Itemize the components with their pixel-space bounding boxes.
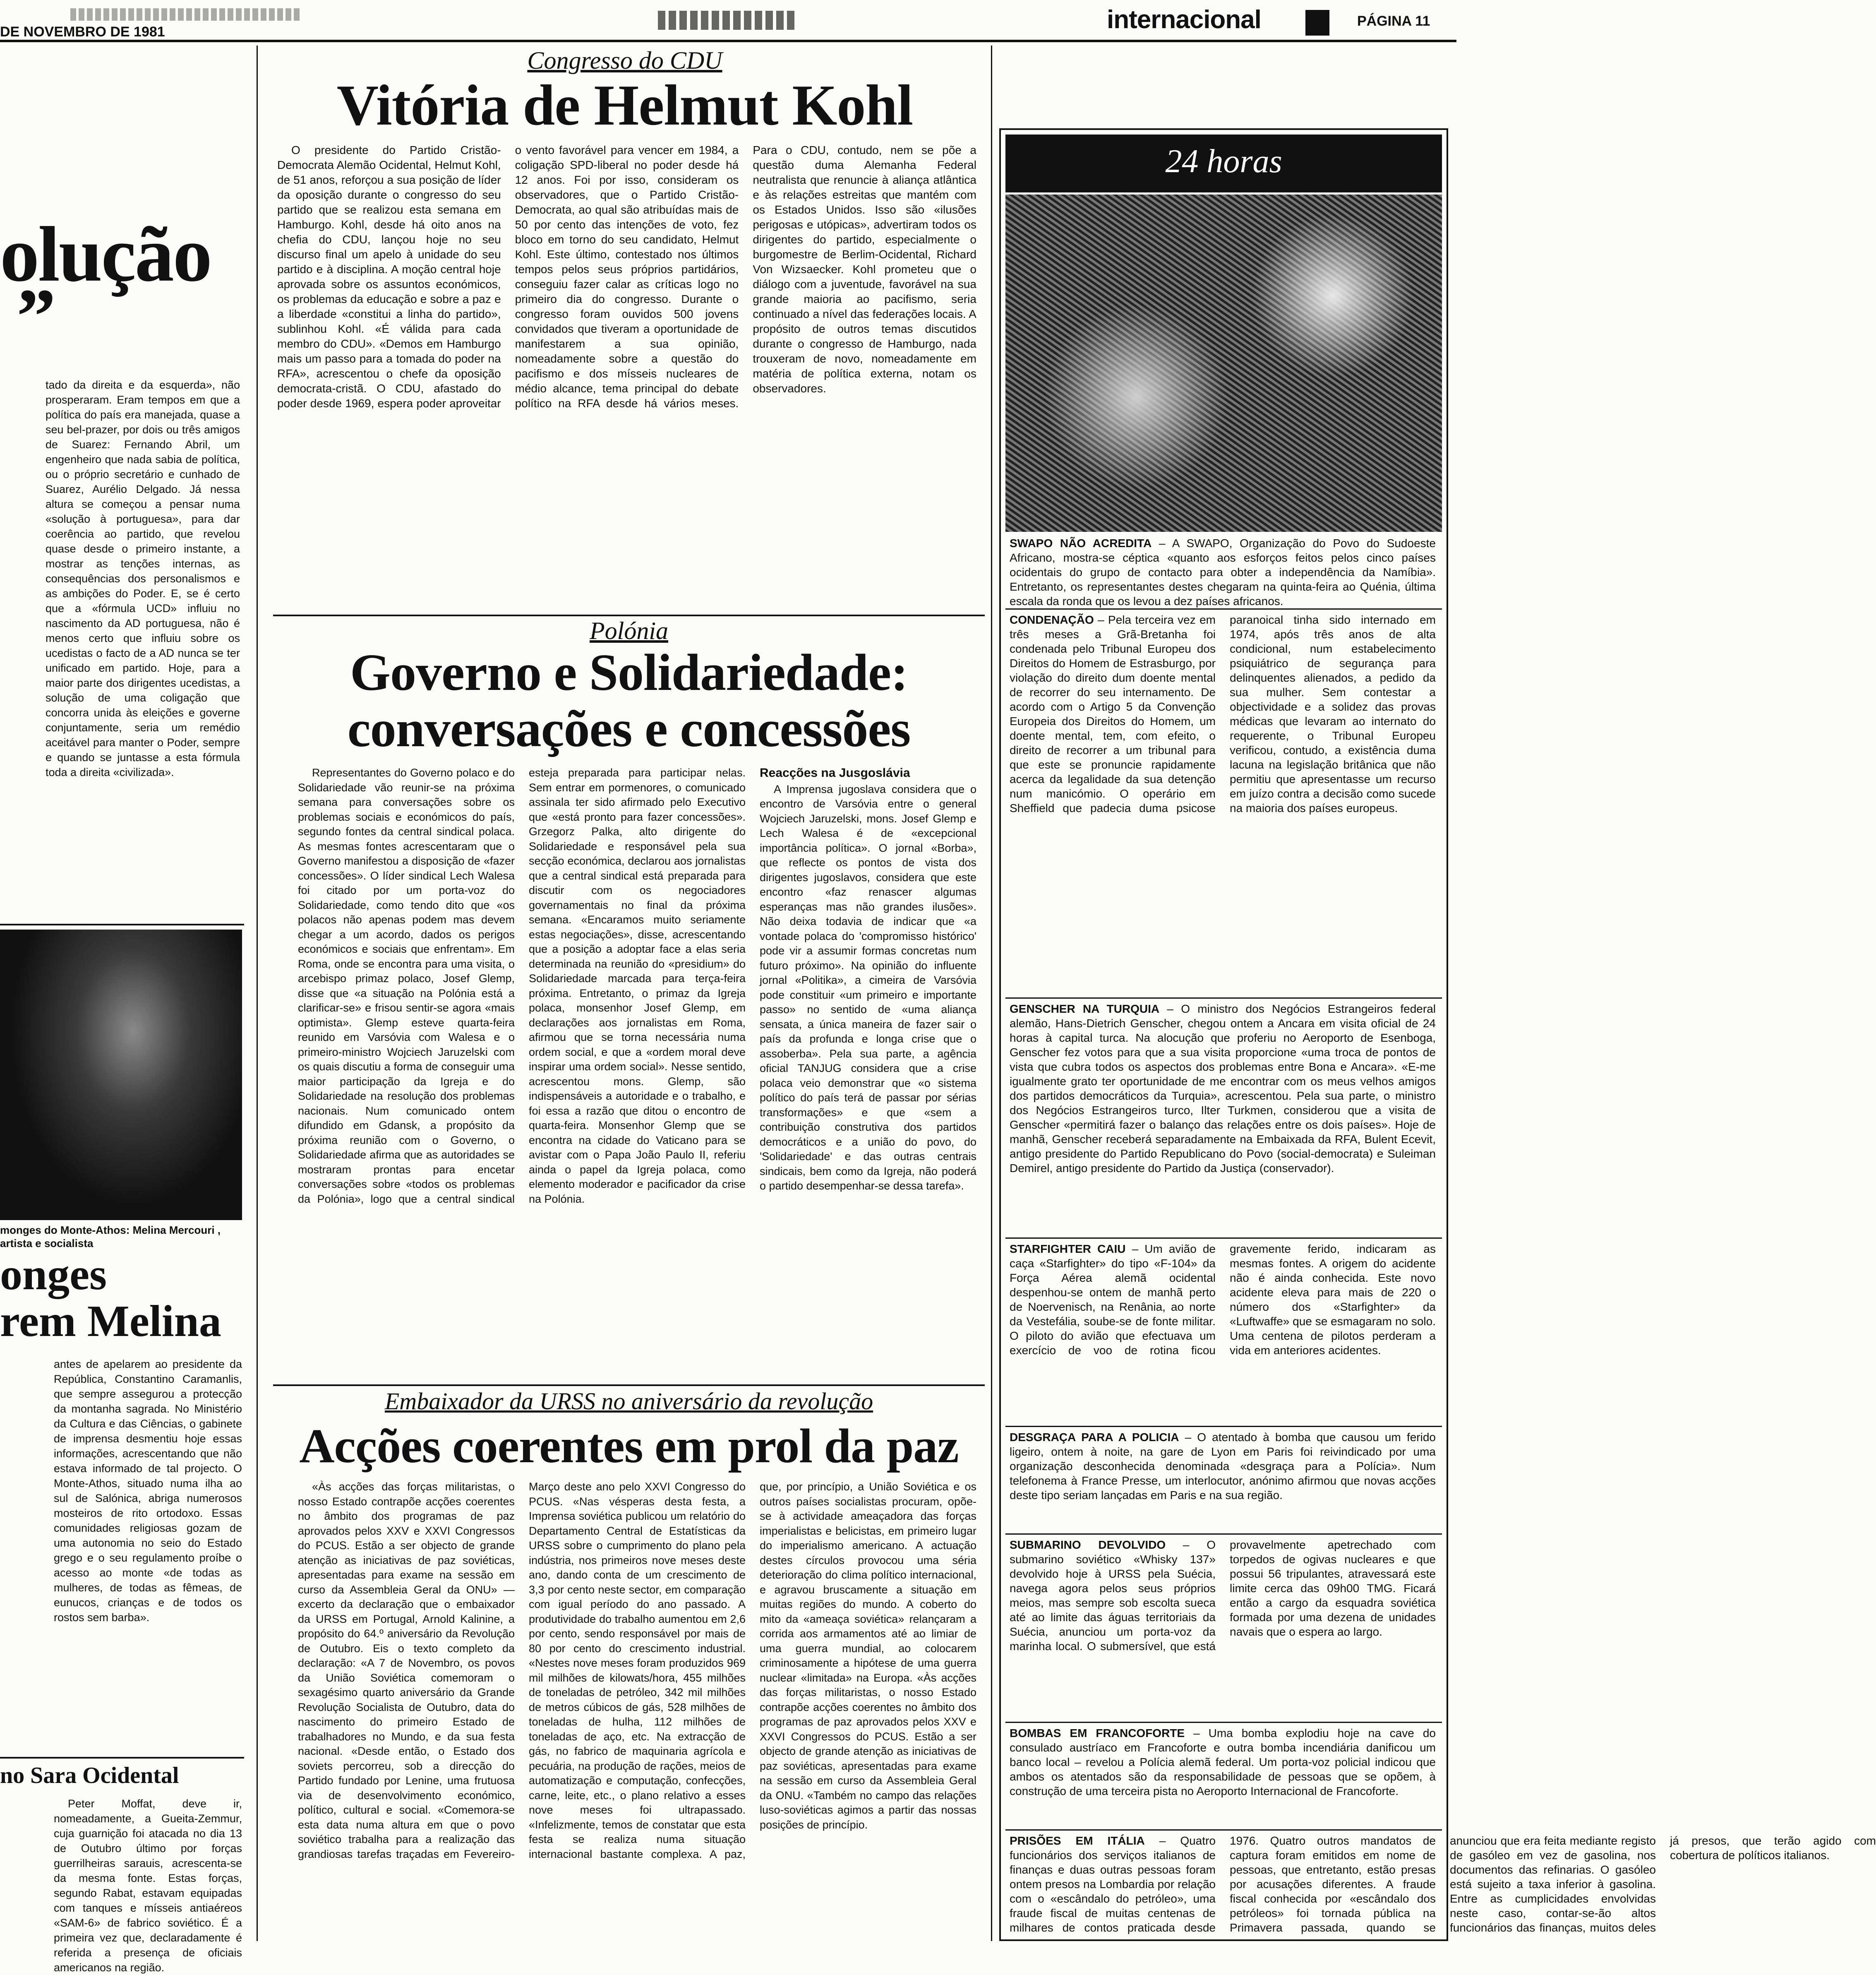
brief-rule-6 <box>1005 1722 1442 1723</box>
left-column-divider <box>257 46 258 1941</box>
swapo-photo <box>1005 195 1442 532</box>
brief-genscher: GENSCHER NA TURQUIA – O ministro dos Negócios Estrangeiros federal alemão, Hans-Dietrich Genscher, chegou ontem a Ancara em visita oficial de 24 horas à capital turca. Na alocução que proferiu no Aeroporto de Esenboga, Genscher fez votos para que a sua visita proporcione «uma troca de pontos de vista que cubra todos os aspectos dos problemas entre Bona e Ancara». «E-me igualmente grato ter oportunidade de me encontrar com os meus velhos amigos dos partidos democráticos da Turquia», acrescentou. Pela sua parte, o ministro dos Negócios Estrangeiros turco, Ilter Turkmen, considerou que a visita de Genscher «permitirá fazer o balanço das relações entre os dois países». Hoje de manhã, Genscher receberá separadamente na Embaixada da RFA, Bulent Ecevit, antigo presidente do Partido Republicano do Povo (social-democrata) e Suleiman Demirel, antigo presidente do Partido da Justiça (conservador). <box>1010 1002 1436 1175</box>
kohl-body: O presidente do Partido Cristão-Democrata Alemão Ocidental, Helmut Kohl, de 51 anos, reforçou a sua posição de líder da oposição durante o congresso do seu partido que se realizou esta semana em Hamburgo. Kohl, desde há oito anos na chefia do CDU, lançou hoje no seu discurso final um apelo à unidade do seu partido e à disciplina. A moção central hoje aprovada sobre os assuntos económicos, os problemas da educação e sobre a paz e a liberdade «constitui a linha do partido», sublinhou Kohl. «É válida para cada membro do CDU». «Demos em Hamburgo mais um passo para a tomada do poder na RFA», acrescentou o chefe da oposição democrata-cristã. O CDU, afastado do poder desde 1969, espera poder aproveitar o vento favorável para vencer em 1984, a coligação SPD-liberal no poder desde há 12 anos. Foi por isso, consideram os observadores, que o Partido Cristão-Democrata, ao qual são atribuídas mais de 50 por cento das intenções de voto, fez bloco em torno do seu candidato, Helmut Kohl. Este último, contestado nos últimos tempos pelos seus próprios partidários, conseguiu fazer calar as críticas logo no primeiro dia do congresso. Durante o congresso foram ouvidos 500 jovens convidados que tiveram a oportunidade de manifestarem a sua opinião, nomeadamente sobre a questão do pacifismo e dos mísseis nucleares de médio alcance, tema principal do debate político na RFA desde há vários meses. Para o CDU, contudo, nem se põe a questão duma Alemanha Federal neutralista que renuncie à aliança atlântica e às relações estreitas que mantém com os Estados Unidos. Isso são «ilusões perigosas e utópicas», advertiram todos os dirigentes do partido, especialmente o burgomestre de Berlim-Ocidental, Richard Von Wizsaecker. Kohl prometeu que o diálogo com a juventude, favorável na sua grande maioria ao pacifismo, seria continuado a nível das federações locais. A propósito de outros temas discutidos durante o congresso de Hamburgo, nada trouxeram de novo, nomeadamente em matéria de política externa, notam os observadores. <box>277 144 976 410</box>
left-headline-2b: rem Melina <box>0 1297 221 1346</box>
brief-rule-3 <box>1005 1237 1442 1239</box>
page-number: PÁGINA 11 <box>1357 13 1430 29</box>
brief-rule-5 <box>1005 1533 1442 1535</box>
left-headline-1: olução <box>0 211 211 298</box>
brief-submarino: SUBMARINO DEVOLVIDO – O submarino soviético «Whisky 137» devolvido hoje à URSS pela Suécia, navega agora pelos seus próprios meios, mas sempre sob escolta sueca até ao limite das águas territoriais da Suécia, anunciou um porta-voz da marinha local. O submersível, que está provavelmente apetrechado com torpedos de ogivas nucleares e que possui 56 tripulantes, atravessará este limite cerca das 09h00 TMG. Ficará então a cargo da esquadra soviética formada por uma dezena de unidades navais que o espera ao largo. <box>1010 1538 1436 1653</box>
brief-desgraca-head: DESGRAÇA PARA A POLICIA <box>1010 1431 1179 1444</box>
header-rule <box>0 40 1456 42</box>
left-headline-3: no Sara Ocidental <box>0 1763 179 1788</box>
polonia-body: Representantes do Governo polaco e do Solidariedade vão reunir-se na próxima semana para conversações sobre os problemas sociais e económicos do país, segundo fontes da central sindical polaca. As mesmas fontes acrescentaram que o Governo manifestou a disposição de «fazer concessões». O líder sindical Lech Walesa foi citado por um porta-voz do Solidariedade, como tendo dito que «os polacos não apenas podem mas devem chegar a um acordo, dados os perigos económicos e sociais que enfrentam». Em Roma, onde se encontra para uma visita, o arcebispo primaz polaco, Josef Glemp, disse que «a situação na Polónia está a clarificar-se» e frisou sentir-se agora «mais optimista». Glemp esteve quarta-feira reunido em Varsóvia com Walesa e o primeiro-ministro Wojciech Jaruzelski com os quais discutiu a forma de conseguir uma maior participação da Igreja e do Solidariedade na resolução dos problemas nacionais. Num comunicado ontem difundido em Gdansk, a propósito da próxima reunião com o Governo, o Solidariedade afirma que as autoridades se mostraram prontas para encetar conversações sobre «todos os problemas da Polónia», logo que a central sindical esteja preparada para participar nelas. Sem entrar em pormenores, o comunicado assinala ter sido afirmado pelo Executivo que «está pronto para fazer concessões». Grzegorz Palka, alto dirigente do Solidariedade e responsável pela sua secção económica, declarou aos jornalistas que a central sindical está preparada para discutir com os negociadores governamentais no final da próxima semana. «Encaramos muito seriamente estas negociações», disse, acrescentando que a posição a adoptar face a elas seria determinada na reunião do «presidium» do Solidariedade marcada para terça-feira próxima. Entretanto, o primaz da Igreja polaca, monsenhor Josef Glemp, em declarações aos jornalistas em Roma, afirmou que se torna necessária numa ordem social, e que a «ordem moral deve inspirar uma ordem social». Nesse sentido, acrescentou mons. Glemp, são indispensáveis a autoridade e o trabalho, e foi essa a razão que ditou o encontro de quarta-feira. Monsenhor Glemp que se encontra na cidade do Vaticano para se avistar com o Papa João Paulo II, referiu ainda o papel da Igreja polaca, como elemento moderador e pacificador da crise na Polónia. Reacções na Jusgoslávia A Imprensa jugoslava considera que o encontro de Varsóvia entre o general Wojciech Jaruzelski, mons. Josef Glemp e Lech Walesa é de «excepcional importância política». O jornal «Borba», que reflecte os pontos de vista dos dirigentes jugoslavos, considera que este encontro «faz renascer algumas esperanças mas não grandes ilusões». Não deixa todavia de indicar que «a vontade polaca do 'compromisso histórico' pode vir a assumir formas concretas num futuro próximo». Na opinião do influente jornal «Politika», a cimeira de Varsóvia pode constituir «um primeiro e importante passo» no sentido de «uma aliança sensata, a única maneira de fazer sair o país da profunda e longa crise que o assoberba». Pela sua parte, a agência oficial TANJUG considera que a crise polaca veio demonstrar que «o sistema político do país terá de passar por sérias transformações» e que «sem a contribuição construtiva dos partidos democráticos e a união do povo, do 'Solidariedade' e das outras centrais sindicais, bem como da Igreja, não poderá o partido desempenhar-se dessa tarefa». <box>298 766 976 1205</box>
urss-body: «Às acções das forças militaristas, o nosso Estado contrapõe acções coerentes no âmbito dos programas de paz aprovados pelos XXV e XXVI Congressos do PCUS. Estão a ser objecto de grande atenção as iniciativas de paz soviéticas, apresentadas para exame na sessão em curso da Assembleia Geral da ONU» — excerto da declaração que o embaixador da URSS em Portugal, Arnold Kalinine, a propósito do 64.º aniversário da Revolução de Outubro. Eis o texto completo da declaração: «A 7 de Novembro, os povos da União Soviética comemoram o sexagésimo quarto aniversário da Grande Revolução Socialista de Outubro, data do nascimento do primeiro Estado de trabalhadores no Mundo, e da sua festa nacional. «Desde então, o Estado dos soviets percorreu, sob a direcção do Partido fundado por Lenine, uma frutuosa via de desenvolvimento económico, político, cultural e social. «Comemora-se esta data numa altura em que o povo soviético trabalha para a realização das grandiosas tarefas traçadas em Fevereiro-Março deste ano pelo XXVI Congresso do PCUS. «Nas vésperas desta festa, a Imprensa soviética publicou um relatório do Departamento Central de Estatísticas da URSS sobre o cumprimento do plano pela indústria, nos primeiros nove meses deste ano, dando conta de um crescimento de 3,3 por cento neste sector, em comparação com igual período do ano passado. A produtividade do trabalho aumentou em 2,6 por cento, sendo responsável por mais de 80 por cento do crescimento industrial. «Nestes nove meses foram produzidos 969 mil milhões de kilowats/hora, 455 milhões de toneladas de petróleo, 342 mil milhões de metros cúbicos de gás, 528 milhões de toneladas de hulha, 112 milhões de toneladas de aço, etc. Na extracção de gás, no fabrico de maquinaria agrícola e pecuária, na produção de rações, meios de automatização e computação, confecções, carne, leite, etc., o plano relativo a esses nove meses foi ultrapassado. «Infelizmente, temos de constatar que esta festa se realiza numa situação internacional bastante complexa. A paz, que, por princípio, a União Soviética e os outros países socialistas procuram, opõe-se à actividade ameaçadora das forças imperialistas e belicistas, em primeiro lugar do imperialismo americano. A actuação destes círculos provocou uma séria deterioração do clima político internacional, e agravou bruscamente a situação em muitas regiões do mundo. A coberto do mito da «ameaça soviética» relançaram a corrida aos armamentos até ao limiar de uma guerra mundial, ao colocarem criminosamente a hipótese de uma guerra nuclear «limitada» na Europa. «Às acções das forças militaristas, o nosso Estado contrapõe acções coerentes no âmbito dos programas de paz aprovados pelos XXV e XXVI Congressos do PCUS. Estão a ser objecto de grande atenção as iniciativas de paz soviéticas, apresentadas para exame na sessão em curso da Assembleia Geral da ONU. «Também no campo das relações luso-soviéticas agimos a partir das nossas posições de princípio. <box>298 1480 976 1860</box>
brief-bombas-head: BOMBAS EM FRANCOFORTE <box>1010 1727 1185 1740</box>
left-story-2: antes de apelarem ao presidente da República, Constantino Caramanlis, que sempre assegurou a protecção da montanha sagrada. No Ministério da Cultura e das Ciências, o gabinete de imprensa desmentiu hoje essas informações, acrescentando que não estava informado de tal projecto. O Monte-Athos, situado numa ilha ao sul de Salónica, abriga numerosos mosteiros de rito ortodoxo. Essas comunidades religiosas gozam de uma autonomia no seio do Estado grego e o seu regulamento proíbe o acesso ao monte «de todas as mulheres, de todas as fêmeas, de eunucos, crianças e de todos os rostos sem barba». <box>54 1358 242 1624</box>
urss-headline: Acções coerentes em prol da paz <box>299 1419 959 1473</box>
left-headline-2a: onges <box>0 1250 107 1299</box>
kohl-kicker: Congresso do CDU <box>527 47 722 74</box>
24-horas-title: 24 horas <box>1165 143 1282 180</box>
left-story-3: Peter Moffat, deve ir, nomeadamente, a Gueita-Zemmur, cuja guarnição foi atacada no dia 13 de Outubro último por forças guerrilheiras sarauis, acrescenta-se da mesma fonte. Estas forças, segundo Rabat, estavam equipadas com tanques e mísseis antiaéreos «SAM-6» de fabrico soviético. É a primeira vez que, declaradamente é referida a presença de oficiais americanos na região. <box>54 1797 242 1974</box>
polonia-headline-1: Governo e Solidariedade: <box>350 644 908 702</box>
brief-bombas: BOMBAS EM FRANCOFORTE – Uma bomba explodiu hoje na cave do consulado austríaco em Francoforte e outra bomba incendiária danificou um banco local – revelou a Polícia alemã federal. Um porta-voz policial indicou que ambos os atentados são da responsabilidade de pessoas que se opõem, à construção de uma terceira pista no Aeroporto Internacional de Francoforte. <box>1010 1727 1436 1797</box>
masthead-logo-smudge <box>658 11 794 30</box>
brief-prisoes: PRISÕES EM ITÁLIA – Quatro funcionários dos serviços italianos de finanças e duas outras pessoas foram ontem presos na Lombardia por relação com o «escândalo do petróleo», uma fraude fiscal de muitas centenas de milhares de contos praticada desde 1976. Quatro outros mandatos de captura foram emitidos em nome de pessoas, que entretanto, estão presas por acusações diferentes. A fraude fiscal conhecida por «escândalo dos petróleos» foi tornada pública na Primavera passada, quando se anunciou que era feita mediante registo de gasóleo em vez de gasolina, nos documentos das refinarias. O gasóleo está sujeito a taxa inferior à gasolina. Entre as cumplicidades envolvidas neste caso, contar-se-ão altos funcionários das finanças, muitos deles já presos, que terão agido com cobertura de políticos italianos. <box>1010 1834 1876 1934</box>
photo-caption-athos: monges do Monte-Athos: Melina Mercouri , artista e socialista <box>0 1224 221 1249</box>
brief-condenacao: CONDENAÇÃO – Pela terceira vez em três meses a Grã-Bretanha foi condenada pelo Tribunal Europeu dos Direitos do Homem de Estrasburgo, por violação do direito dum doente mental de recorrer do seu internamento. De acordo com o Artigo 5 da Convenção Europeia dos Direitos do Homem, um doente mental, tem, com efeito, o direito de recorrer a um tribunal para que este se pronuncie rapidamente acerca da legalidade da sua detenção num manicómio. O operário em Sheffield que padecia duma psicose paranoical tinha sido internado em 1974, após três anos de alta condicional, num estabelecimento psiquiátrico de segurança para delinquentes alienados, a pedido da sua mulher. Sem contestar a objectividade e a solidez das provas médicas que levaram ao internato do requerente, o Tribunal Europeu verificou, contudo, a existência duma lacuna na legislação britânica que não permitiu que apresentasse um recurso em juízo contra a decisão como sucede na maioria dos países europeus. <box>1010 613 1436 815</box>
center-right-divider <box>991 46 992 1941</box>
brief-starfighter: STARFIGHTER CAIU – Um avião de caça «Starfighter» do tipo «F-104» da Força Aérea alemã ocidental despenhou-se ontem de manhã perto de Noervenisch, na Renânia, ao norte da Vestefália, soube-se de fonte militar. O piloto do avião que efectuava um exercício de voo de rotina ficou gravemente ferido, indicaram as mesmas fontes. A origem do acidente não é ainda conhecida. Este novo acidente eleva para mais de 220 o número dos «Starfighter» da «Luftwaffe» que se esmagaram no solo. Uma centena de pilotos perderam a vida em anteriores acidentes. <box>1010 1242 1436 1357</box>
polonia-subhead: Reacções na Jusgoslávia <box>760 766 910 780</box>
kohl-rule <box>273 615 985 616</box>
urss-kicker: Embaixador da URSS no aniversário da revolução <box>384 1388 873 1415</box>
kohl-headline: Vitória de Helmut Kohl <box>336 73 913 137</box>
section-badge <box>1305 10 1329 36</box>
brief-prisoes-head: PRISÕES EM ITÁLIA <box>1010 1834 1145 1847</box>
brief-rule-7 <box>1005 1829 1442 1831</box>
brief-rule-2 <box>1005 997 1442 999</box>
brief-rule-1 <box>1005 608 1442 610</box>
brief-desgraca: DESGRAÇA PARA A POLICIA – O atentado à bomba que causou um ferido ligeiro, ontem à noite, na gare de Lyon em Paris foi reivindicado por uma organização desconhecida denominada «desgraça para a Polícia». Num telefonema à France Presse, um interlocutor, anónimo afirmou que novas acções deste tipo seriam lançadas em Paris e na sua região. <box>1010 1431 1436 1502</box>
brief-rule-4 <box>1005 1426 1442 1427</box>
brief-submarino-head: SUBMARINO DEVOLVIDO <box>1010 1538 1166 1551</box>
left-headline-quote: ” <box>17 273 56 360</box>
left-story-1: tado da direita e da esquerda», não prosperaram. Eram tempos em que a política do país era manejada, quase a seu bel-prazer, por dois ou três amigos de Suarez: Fernando Abril, um engenheiro que nada sabia de política, ou o próprio secretário e cunhado de Suarez, Aurélio Delgado. Já nessa altura se começou a pensar numa «solução à portuguesa», para dar coerência ao partido, que revelou quase desde o primeiro instante, a mostrar as tenções internas, as consequências dos personalismos e as ambições do Poder. E, se é certo que a «fórmula UCD» influiu no nascimento da AD portuguesa, não é menos certo que influiu sobre os ucedistas o facto de a AD nunca se ter unificado em partido. Hoje, para a maior parte dos dirigentes ucedistas, a solução de uma coligação que concorra unida às eleições e governe conjuntamente, seria um remédio aceitável para manter o Poder, sempre e quando se juntasse a esta fórmula toda a direita «civilizada». <box>46 379 240 778</box>
brief-swapo-head: SWAPO NÃO ACREDITA <box>1010 537 1152 550</box>
polonia-rule <box>273 1384 985 1386</box>
section-title: internacional <box>1107 5 1261 34</box>
monte-athos-photo <box>0 930 242 1220</box>
brief-swapo: SWAPO NÃO ACREDITA – A SWAPO, Organização do Povo do Sudoeste Africano, mostra-se céptica «quanto aos esforços feitos pelos cinco países ocidentais do grupo de contacto para obter a independência da Namíbia». Entretanto, os representantes destes chegaram na quinta-feira ao Quénia, última escala da ronda que os levou a dez países africanos. <box>1010 537 1436 608</box>
left-story-2-rule <box>0 1757 244 1759</box>
left-story-1-rule <box>0 924 244 925</box>
brief-condenacao-head: CONDENAÇÃO <box>1010 613 1094 626</box>
masthead-faded-text <box>70 8 302 21</box>
masthead-date: DE NOVEMBRO DE 1981 <box>0 24 165 40</box>
brief-genscher-head: GENSCHER NA TURQUIA <box>1010 1002 1160 1015</box>
brief-starfighter-head: STARFIGHTER CAIU <box>1010 1242 1126 1255</box>
polonia-headline-2: conversações e concessões <box>347 700 911 758</box>
polonia-kicker: Polónia <box>590 617 668 644</box>
